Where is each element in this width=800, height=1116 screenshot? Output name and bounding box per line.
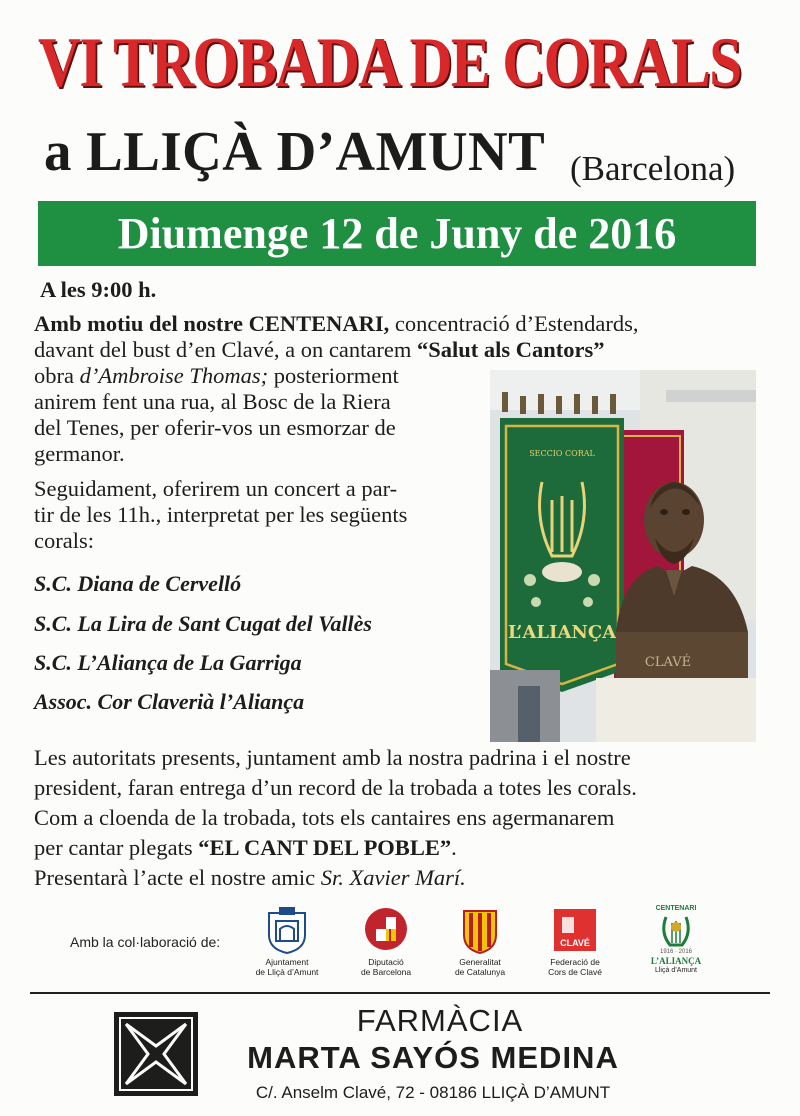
text-run: davant del bust d’en Clavé, a on cantarem	[34, 337, 417, 362]
event-location: a LLIÇÀ D’AMUNT	[44, 121, 546, 183]
paragraph-concert	[34, 476, 407, 554]
banner-text: L’ALIANÇA	[507, 622, 617, 643]
text-run: concentració d’Estendards,	[389, 311, 639, 336]
logo-caption: Diputació	[368, 957, 404, 967]
text-line: Seguidament, oferirem un concert a par-	[34, 476, 398, 501]
choir-item: S.C. Diana de Cervelló	[34, 571, 242, 596]
logo-caption: Generalitat	[459, 957, 501, 967]
federacio-clave-icon	[552, 905, 598, 955]
text-line: germanor.	[34, 441, 125, 466]
text-line: anirem fent una rua, al Bosc de la Riera	[34, 389, 391, 414]
text-line: corals:	[34, 528, 94, 553]
logo-caption: de Barcelona	[360, 967, 412, 977]
text-run: CENTENARI,	[248, 311, 390, 336]
diputacio-crest-icon	[363, 905, 409, 955]
logo-caption: Ajuntament	[265, 957, 309, 967]
text-line: Com a cloenda de la trobada, tots els cantaires ens agermanarem	[34, 805, 615, 830]
choir-item: S.C. La Lira de Sant Cugat del Vallès	[34, 611, 372, 636]
logo-caption: Cors de Clavé	[548, 967, 602, 977]
text-run: posteriorment	[268, 363, 399, 388]
text-run: Presentarà l’acte el nostre amic	[34, 865, 321, 890]
logo-diputacio	[346, 905, 426, 977]
logo-caption: de Catalunya	[454, 967, 506, 977]
pharmacy-cross-icon	[114, 1012, 198, 1096]
text-line: Les autoritats presents, juntament amb la nostra padrina i el nostre	[34, 745, 631, 770]
logo-federacio-clave	[535, 905, 615, 977]
text-run: per cantar plegats	[34, 835, 199, 860]
logo-years: 1916 · 2016	[659, 949, 693, 955]
logo-caption: L’ALIANÇA	[650, 956, 702, 966]
bust-plate-text: CLAVÉ	[644, 655, 692, 670]
logo-caption: de Lliçà d’Amunt	[255, 967, 319, 977]
pharmacy-word: FARMÀCIA	[356, 1003, 524, 1038]
logo-ajuntament	[247, 905, 327, 977]
text-line: tir de les 11h., interpretat per les següents	[34, 502, 408, 527]
pharmacy-name: MARTA SAYÓS MEDINA	[247, 1040, 619, 1075]
divider	[30, 992, 770, 994]
choir-item: Assoc. Cor Claverià l’Aliança	[34, 689, 305, 714]
page-title: VI TROBADA DE CORALS	[38, 24, 741, 102]
paragraph-closing	[34, 745, 637, 895]
text-line	[34, 337, 639, 363]
generalitat-crest-icon	[460, 905, 500, 955]
text-run: obra	[34, 363, 80, 388]
start-time: A les 9:00 h.	[40, 277, 157, 302]
logo-generalitat	[440, 905, 520, 977]
federacio-inner-text: CLAVÉ	[560, 938, 590, 948]
banner-top-text: SECCIO CORAL	[529, 449, 595, 458]
logo-top-text: CENTENARI	[655, 905, 697, 912]
collaboration-label: Amb la col·laboració de:	[70, 934, 221, 950]
text-line	[34, 311, 639, 337]
choir-item: S.C. L’Aliança de La Garriga	[34, 650, 302, 675]
bust-photo	[490, 370, 756, 742]
logo-caption: Federació de	[550, 957, 600, 967]
text-run: d’Ambroise Thomas;	[79, 363, 269, 388]
text-run: Sr. Xavier Marí.	[320, 865, 466, 890]
text-line	[34, 835, 637, 865]
text-run: “Salut als Cantors”	[416, 337, 605, 362]
text-line: del Tenes, per oferir-vos un esmorzar de	[34, 415, 396, 440]
ajuntament-crest-icon	[264, 905, 310, 955]
text-run: .	[451, 835, 457, 860]
logo-caption: Lliçà d’Amunt	[654, 967, 698, 974]
lyre-icon	[654, 913, 698, 949]
text-run: Amb motiu del nostre	[34, 311, 249, 336]
pharmacy-address: C/. Anselm Clavé, 72 - 08186 LLIÇÀ D’AMUNT	[255, 1083, 611, 1102]
event-date: Diumenge 12 de Juny de 2016	[117, 209, 677, 258]
logo-cor-alianca	[636, 905, 716, 976]
text-run: “EL CANT DEL POBLE”	[198, 835, 452, 860]
event-region: (Barcelona)	[570, 149, 736, 188]
text-line: president, faran entrega d’un record de la trobada a totes les corals.	[34, 775, 637, 800]
text-line	[34, 865, 637, 895]
